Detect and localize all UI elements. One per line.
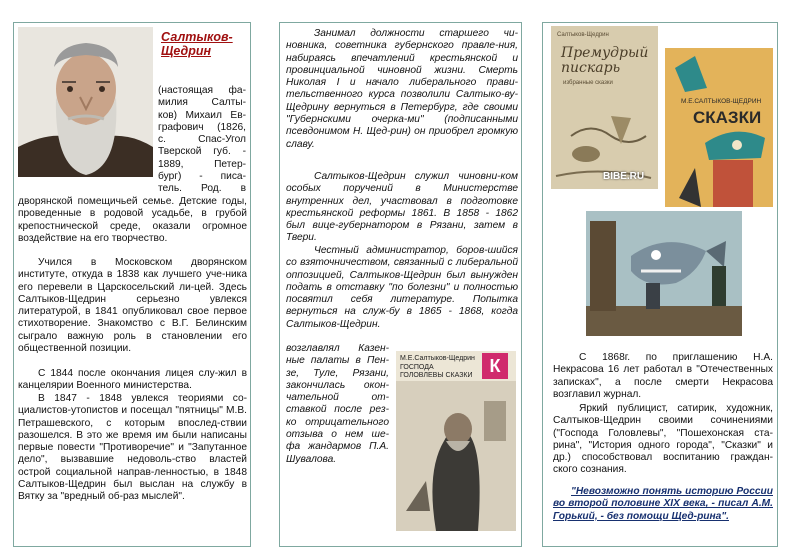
author-title: [161, 30, 233, 58]
book-cover-skazki: [665, 48, 773, 207]
cartoon-fish-icon: [586, 211, 742, 336]
publisher-logo-icon: К: [482, 353, 508, 379]
wrap-line: зе, Туле, Рязани,: [286, 367, 389, 379]
portrait-icon: [18, 27, 153, 177]
wrap-line: Шувалова.: [286, 453, 337, 465]
old-man-illustration-icon: [396, 381, 516, 531]
bio-paragraph-2: Учился в Московском дворянском институте, откуда в 1838 как лучшего уче-ника его перевели в Царскосельский ли-цей. Здесь Салтыков-Щедрин серьезно увлекся литературой, в 1841 опубликовал свое первое стихотворение. Знакомство с В.Г. Белинским сыграло важную роль в становлении его общественной позиции.: [18, 257, 247, 355]
career-paragraph-3: Честный администратор, боров-шийся со взяточничеством, связанный с либеральной оппозицией, Салтыков-Щедрин был вынужден подать в отставку "по болезни" и полностью посвятил себя литературе. Попытка вернуться на служ-бу в 1865 - 1868, когда Салтыков-Щедрин.: [286, 245, 518, 330]
bio-paragraph-4: В 1847 - 1848 увлекся теориями со-циалистов-утопистов и посещал "пятницы" М.В. Петрашевского, с которым впослед-ствии разошелся. В это же время им были написаны первые повести "Противоречие" и "Запутанное дело", вызвавшие недоволь-ство властей острой социальной направ-ленностью, в 1848 Салтыков-Щедрин был выслан на службу в Вятку за "вредный об-раз мыслей".: [18, 393, 247, 503]
wrap-line: отзыва о нем ше-: [286, 429, 389, 441]
book2-title: СКАЗКИ: [693, 108, 762, 127]
bio-line: бург) - писа-: [158, 171, 246, 183]
career-wrap-column: [286, 343, 389, 466]
legacy-paragraph: Яркий публицист, сатирик, художник, Салтыков-Щедрин своими сочинениями ("Господа Головлевы", "Пошехонская ста-рина", "История одного города", "Сказки" и др.) способствовал воспитанию граждан-ского сознания.: [553, 403, 773, 476]
editor-paragraph: С 1868г. по приглашению Н.А. Некрасова 16 лет работал в "Отечественных записках", а после смерти Некрасова возглавил журнал.: [553, 352, 773, 400]
book1-subtitle: избранные сказки: [563, 80, 613, 86]
bio-paragraph-3: С 1844 после окончания лицея слу-жил в канцелярии Военного министерства.: [18, 368, 247, 392]
book-title: ГОСПОДА ГОЛОВЛЕВЫ СКАЗКИ: [400, 364, 473, 379]
career-paragraph-1: Занимал должности старшего чи-новника, советника губернского правле-ния, набираясь впечатлений крестьянской и провинциальной чиновной жизни. Смерть Николая I и начало либерального прави-тельственного курса позволили Салтыко-ву-Щедрину вернуться в Петербург, где своими "Губернскими очерка-ми" (подписанными псевдонимом Н. Щед-рин) он приобрел громкую славу.: [286, 28, 518, 150]
panel-right: [542, 22, 778, 547]
book1-author: Салтыков-Щедрин: [557, 32, 609, 38]
bio-line: тель. Род. в: [158, 183, 246, 195]
title-line-2: Щедрин: [161, 44, 212, 58]
bio-line: Тверской губ. -: [158, 146, 246, 158]
wrap-line: фа жандармов П.А.: [286, 441, 389, 453]
bio-line: 1889, Петер-: [158, 158, 246, 170]
book1-title: Премудрый пискарь: [561, 45, 649, 76]
wrap-line: возглавлял Казен-: [286, 343, 389, 354]
bio-side-column: [158, 85, 246, 196]
wrap-line: ставкой после рез-: [286, 404, 389, 416]
bio-line: графович (1826,: [158, 121, 246, 133]
bio-paragraph-1: дворянской помещичьей семье. Детские годы, проведенные в родовой усадьбе, в грубой крепостнической среде, оказали огромное воздействие на его творчество.: [18, 196, 247, 244]
book1-watermark: BIBE.RU: [603, 171, 645, 182]
book2-author: М.Е.САЛТЫКОВ-ЩЕДРИН: [681, 98, 762, 105]
gorky-quote: "Невозможно понять историю России во второй половине XIX века, - писал А.М. Горький, - без помощи Щед-рина".: [553, 486, 773, 522]
book-cover-golovlevy: [396, 351, 516, 531]
bio-line: милия Салты-: [158, 97, 246, 109]
bio-line: ков) Михаил Ев-: [158, 109, 246, 121]
title-line-1: Салтыков-: [161, 30, 233, 44]
book-author: М.Е.Салтыков-Щедрин: [400, 355, 475, 362]
wrap-line: ные палаты в Пен-: [286, 355, 389, 367]
wrap-line: закончилась окон-: [286, 379, 389, 391]
wrap-line: чательной от-: [286, 392, 389, 404]
panel-middle: [279, 22, 522, 547]
wrap-line: ко отрицательного: [286, 416, 389, 428]
book-cover-piskar: [551, 26, 658, 189]
cartoon-illustration: [586, 211, 742, 336]
author-portrait: [18, 27, 153, 177]
panel-left: [13, 22, 251, 547]
bio-line: с. Спас-Угол: [158, 134, 246, 146]
bio-line: (настоящая фа-: [158, 85, 246, 96]
career-paragraph-2: Салтыков-Щедрин служил чиновни-ком особых поручений в Министерстве внутренних дел, участвовал в подготовке крестьянской реформы 1861. В 1858 - 1862 был вице-губернатором в Рязани, затем в Твери.: [286, 171, 518, 244]
